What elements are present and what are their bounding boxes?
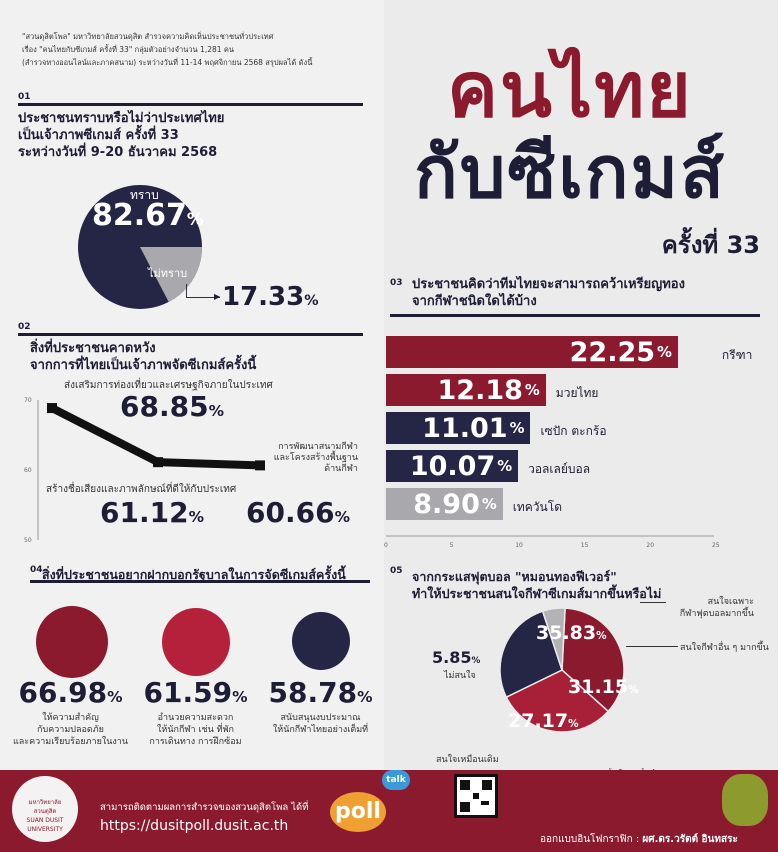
q1-unknown-label: ไม่ทราบ <box>148 267 188 280</box>
q3-bar: 8.90 % <box>386 488 503 520</box>
q5-label-4: ไม่สนใจ <box>444 671 476 681</box>
q5-label-3: สนใจเหมือนเดิม <box>436 755 499 765</box>
q2-value-2: 61.12% <box>100 496 204 529</box>
q3-x-axis <box>386 532 766 552</box>
q3-bar-label: เทควันโด <box>512 500 562 514</box>
university-name: มหาวิทยาลัยสวนดุสิต <box>28 799 62 815</box>
q1-know-value: 82.67% <box>92 198 204 233</box>
q2-ytick: 50 <box>24 537 32 544</box>
q3-bar: 11.01 % <box>386 412 530 444</box>
q2-value-3: 60.66% <box>246 496 350 529</box>
q3-bar-value: 10.07 <box>409 450 496 482</box>
university-name-en: SUAN DUSIT UNIVERSITY <box>26 817 64 833</box>
intro-line: เรื่อง "คนไทยกับซีเกมส์ ครั้งที่ 33" กลุ่มตัวอย่างจำนวน 1,281 คน <box>22 45 235 54</box>
main-title-line1: คนไทย <box>447 45 693 134</box>
q3-xtick: 10 <box>515 542 523 549</box>
q5-title: จากกระแสฟุตบอล "หมอนทองฟีเวอร์" ทำให้ประชาชนสนใจกีฬาซีเกมส์มากขึ้นหรือไม่ <box>412 569 662 601</box>
qr-code[interactable] <box>454 774 498 818</box>
designer-credit: ออกแบบอินโฟกราฟิก : ผศ.ดร.วรัตต์ อินทสระ <box>540 834 738 845</box>
q3-bar: 12.18 % <box>386 374 546 406</box>
q4-label-2: อำนวยความสะดวก ให้นักกีฬา เช่น ที่พัก การเดินทาง การฝึกซ้อม <box>149 713 242 747</box>
q3-bar-value: 12.18 <box>437 374 523 406</box>
q4-value-1: 66.98% <box>18 676 123 709</box>
q4-circle-facilities <box>162 608 230 676</box>
q2-label-2: สร้างชื่อเสียงและภาพลักษณ์ที่ดีให้กับประเทศ <box>46 484 237 495</box>
q4-value-3: 58.78% <box>268 676 373 709</box>
q1-know-label: ทราบ <box>130 188 159 202</box>
intro-note <box>22 30 367 69</box>
q4-title: สิ่งที่ประชาชนอยากฝากบอกรัฐบาลในการจัดซีเกมส์ครั้งนี้ <box>42 567 346 582</box>
q5-number: 05 <box>390 566 403 576</box>
university-logo <box>12 776 78 842</box>
q2-title: สิ่งที่ประชาชนคาดหวัง จากการที่ไทยเป็นเจ้าภาพจัดซีเกมส์ครั้งนี้ <box>30 341 257 373</box>
q2-point <box>47 403 57 413</box>
q2-number: 02 <box>18 322 31 332</box>
q3-bar-row <box>386 374 599 406</box>
q4-number: 04 <box>30 565 43 575</box>
q3-bar-label: กรีฑา <box>721 348 753 362</box>
q3-bar: 10.07 % <box>386 450 518 482</box>
arrow-right-icon: ▶ <box>214 292 221 301</box>
q1-title: ประชาชนทราบหรือไม่ว่าประเทศไทย เป็นเจ้าภาพซีเกมส์ ครั้งที่ 33 ระหว่างวันที่ 9-20 ธันวาคม 2568 <box>18 111 225 160</box>
intro-line: "สวนดุสิตโพล" มหาวิทยาลัยสวนดุสิต สำรวจความคิดเห็นประชาชนทั่วประเทศ <box>22 32 274 41</box>
q5-leader-1 <box>640 602 666 603</box>
q4-label-1: ให้ความสำคัญ กับความปลอดภัย และความเรียบร้อยภายในงาน <box>12 713 129 747</box>
q3-title: ประชาชนคิดว่าทีมไทยจะสามารถคว้าเหรียญทอง จากกีฬาชนิดใดได้บ้าง <box>412 277 685 309</box>
q3-xtick: 5 <box>449 542 454 549</box>
q3-number: 03 <box>390 278 403 288</box>
poll-badge: poll <box>330 792 386 832</box>
q2-point <box>153 457 163 467</box>
q2-ytick: 70 <box>24 397 32 404</box>
poll-talk-logo <box>330 770 406 840</box>
q4-circle-safety <box>36 606 108 678</box>
q3-bar-row <box>386 450 591 482</box>
q5-label-2: สนใจกีฬาอื่น ๆ มากขึ้น <box>680 643 769 653</box>
q5-value-4: 5.85% <box>432 648 481 667</box>
q3-xtick: 15 <box>580 542 589 549</box>
q3-bar-row <box>386 412 607 444</box>
q5-value-2: 31.15% <box>568 676 639 698</box>
q1-rule <box>18 103 363 106</box>
q2-rule <box>18 333 363 336</box>
q3-bar-label: วอลเลย์บอล <box>528 462 591 476</box>
q1-number: 01 <box>18 92 31 102</box>
q3-bar-label: เซปัก ตะกร้อ <box>540 424 607 438</box>
q3-xtick: 20 <box>646 542 655 549</box>
q4-circle-budget <box>292 612 350 670</box>
durian-mascot-icon <box>722 774 768 826</box>
q3-bar-row <box>386 488 562 520</box>
q2-value-1: 68.85% <box>120 390 224 423</box>
intro-line: (สำรวจทางออนไลน์และภาคสนาม) ระหว่างวันที่ 11-14 พฤศจิกายน 2568 สรุปผลได้ ดังนี้ <box>22 58 313 67</box>
q3-rule <box>390 314 760 317</box>
q5-value-1: 35.83% <box>536 622 607 644</box>
q5-value-3: 27.17% <box>508 710 579 732</box>
q2-ytick: 60 <box>24 467 32 474</box>
footer-url-link[interactable]: https://dusitpoll.dusit.ac.th <box>100 818 289 834</box>
q3-bar-chart <box>386 336 766 526</box>
footer-follow-text: สามารถติดตามผลการสำรวจของสวนดุสิตโพล ได้ที่ <box>100 802 309 813</box>
q3-xtick: 25 <box>712 542 720 549</box>
main-title-line2: กับซีเกมส์ <box>414 130 726 214</box>
main-title-line3: ครั้งที่ 33 <box>661 231 760 259</box>
talk-badge: talk <box>382 770 410 790</box>
q4-value-2: 61.59% <box>143 676 248 709</box>
q3-bar-row <box>386 336 753 368</box>
q5-label-1: สนใจเฉพาะ กีฬาฟุตบอลมากขึ้น <box>679 597 754 619</box>
q2-label-3: การพัฒนาสนามกีฬา และโครงสร้างพื้นฐาน ด้านกีฬา <box>273 442 358 474</box>
q3-bar: 22.25 % <box>386 336 678 368</box>
q4-label-3: สนับสนุนงบประมาณ ให้นักกีฬาไทยอย่างเต็มที่ <box>272 713 369 735</box>
q1-unknown-value: 17.33% <box>222 282 319 312</box>
q3-bar-value: 8.90 <box>413 488 480 520</box>
q3-bar-value: 22.25 <box>569 336 656 368</box>
q3-bar-value: 11.01 <box>422 412 508 444</box>
q5-leader-2 <box>626 646 678 647</box>
q3-xtick: 0 <box>384 542 388 549</box>
q2-label-1: ส่งเสริมการท่องเที่ยวและเศรษฐกิจภายในประเทศ <box>64 380 273 391</box>
q3-bar-label: มวยไทย <box>555 386 599 400</box>
